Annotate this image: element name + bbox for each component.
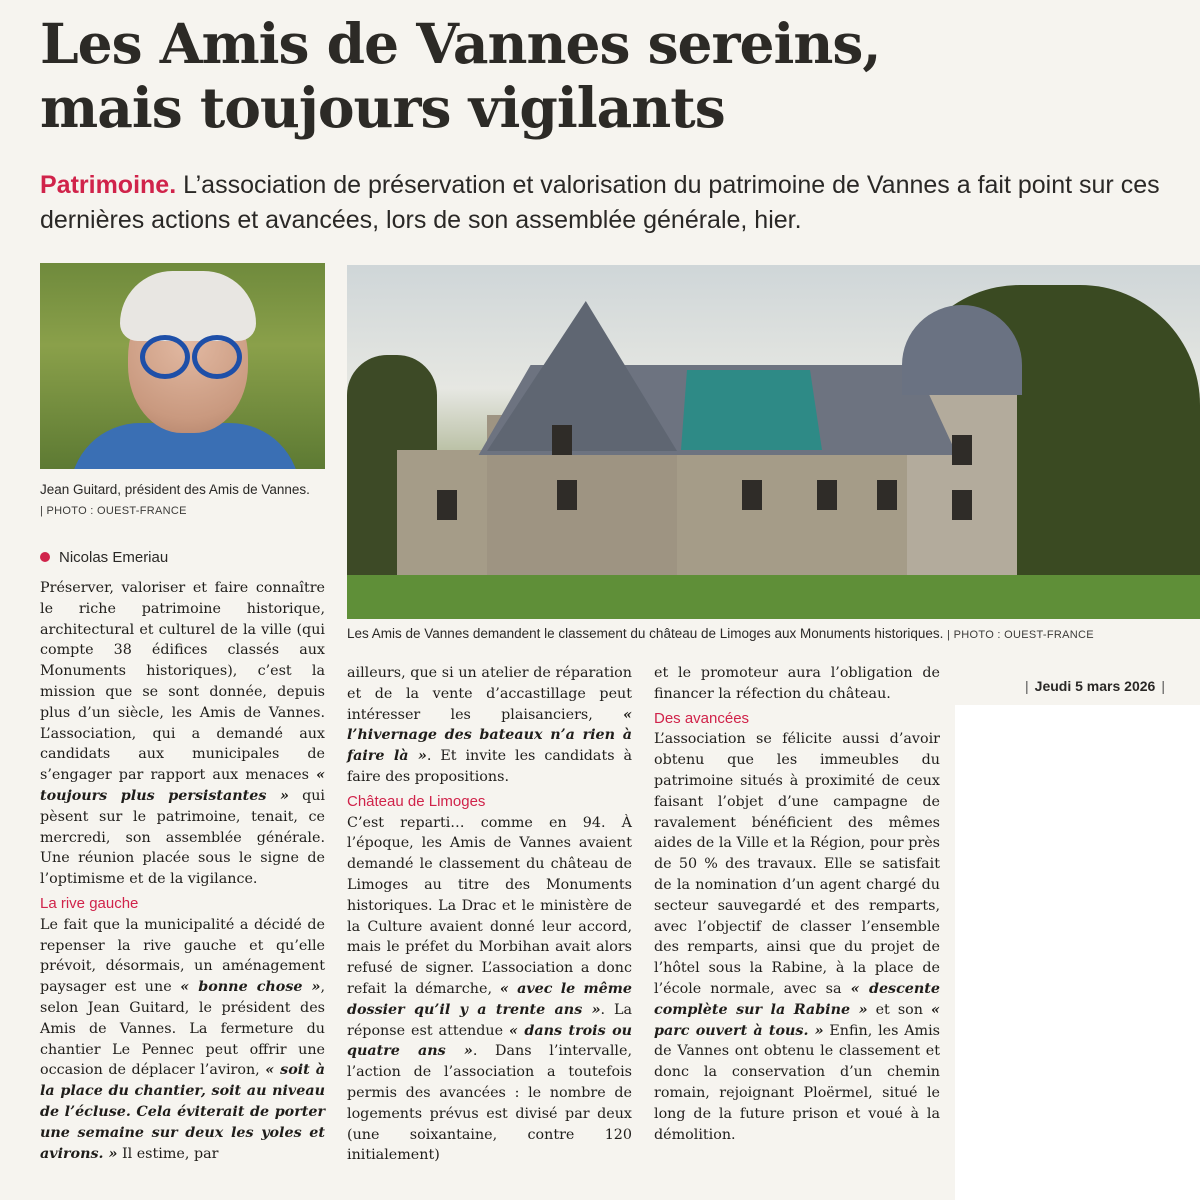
- headline: [40, 12, 1180, 140]
- byline: [40, 549, 168, 566]
- date: Jeudi 5 mars 2026: [1034, 678, 1156, 694]
- col2-paragraph-1: ailleurs, que si un atelier de réparation et de la vente d’accastillage peut intéresser les plaisanciers, « l’hivernage des bateaux n’a rien à faire là ». Et invite les candidats à faire des propositions.: [347, 665, 632, 785]
- col1-paragraph-1: Préserver, valoriser et faire connaître le riche patrimoine historique, architectural et culturel de la ville (qui compte 38 édifices classés aux Monuments historiques), c’est la mission que se sont donnée, depuis plus d’un siècle, les Amis de Vannes. L’association, qui a demandé aux candidats aux municipales de s’engager par rapport aux menaces « toujours plus persistantes » qui pèsent sur le patrimoine, tenait, ce mercredi, son assemblée générale. Une réunion placée sous le signe de l’optimisme et de la vigilance.: [40, 580, 325, 888]
- byline-author: Nicolas Emeriau: [59, 549, 169, 566]
- col3-paragraph-2: L’association se félicite aussi d’avoir obtenu que les immeubles du patrimoine situés à proximité de ceux faisant l’objet d’une campagne de ravalement bénéficient des mêmes aides de la Ville et la Région, pour près de 50 % des travaux. Elle se satisfait de la nomination d’un agent chargé du secteur sauvegardé et des remparts, avec l’objectif de classer l’ensemble des remparts, ainsi que du projet de l’hôtel sous la Rabine, à la place de l’école normale, avec sa « descente complète sur la Rabine » et son « parc ouvert à tous. » Enfin, les Amis de Vannes ont obtenu le classement et donc la conservation d’un chemin romain, rejoignant Ploërmel, situé le long de la future prison et voué à la démolition.: [654, 731, 941, 1143]
- photo-caption-text: Les Amis de Vannes demandent le classement du château de Limoges aux Monuments historiques.: [347, 626, 944, 641]
- subhead-des-avancees: Des avancées: [654, 709, 750, 727]
- column-3: [654, 663, 940, 1145]
- column-2: [347, 663, 632, 1166]
- portrait-caption: [40, 480, 335, 521]
- castle-photo: [347, 265, 1200, 619]
- photo-credit: | PHOTO : OUEST-FRANCE: [947, 629, 1094, 641]
- headline-line-2: mais toujours vigilants: [40, 75, 725, 140]
- blank-area: [955, 705, 1200, 1200]
- portrait-caption-text: Jean Guitard, président des Amis de Vannes.: [40, 482, 310, 497]
- standfirst: [40, 168, 1190, 238]
- col2-paragraph-2: C’est reparti… comme en 94. À l’époque, les Amis de Vannes avaient demandé le classement du château de Limoges au titre des Monuments historiques. La Drac et le ministère de la Culture avaient donné leur accord, mais le préfet du Morbihan avait alors refusé de signer. L’association a donc refait la démarche, « avec le même dossier qu’il y a trente ans ». La réponse est attendue « dans trois ou quatre ans ». Dans l’intervalle, l’action de l’association a toutefois permis des avancées : le nombre de logements prévus est divisé par deux (une soixantaine, contre 120 initialement): [347, 814, 633, 1164]
- subhead-rive-gauche: La rive gauche: [40, 894, 139, 912]
- portrait-credit: | PHOTO : OUEST-FRANCE: [40, 505, 187, 517]
- col1-paragraph-2: Le fait que la municipalité a décidé de repenser la rive gauche et qu’elle prévoit, désormais, un aménagement paysager est une « bonne chose », selon Jean Guitard, le président des Amis de Vannes. La fermeture du chantier Le Pennec peut offrir une occasion de déplacer l’aviron, « soit à la place du chantier, soit au niveau de l’écluse. Cela éviterait de porter une semaine sur deux les yoles et avirons. » Il estime, par: [40, 916, 325, 1162]
- portrait-photo: [40, 263, 325, 469]
- headline-line-1: Les Amis de Vannes sereins,: [40, 11, 881, 76]
- subhead-chateau-de-limoges: Château de Limoges: [347, 792, 486, 810]
- col3-paragraph-1: et le promoteur aura l’obligation de financer la réfection du château.: [654, 665, 940, 702]
- photo-caption: [347, 624, 1197, 645]
- standfirst-text: L’association de préservation et valorisation du patrimoine de Vannes a fait point sur ces dernières actions et avancées, lors de son assemblée générale, hier.: [40, 171, 1160, 234]
- column-1: [40, 578, 325, 1164]
- kicker: Patrimoine.: [40, 171, 177, 199]
- dateline: | Jeudi 5 mars 2026 |: [1025, 678, 1165, 694]
- byline-dot: [40, 552, 50, 562]
